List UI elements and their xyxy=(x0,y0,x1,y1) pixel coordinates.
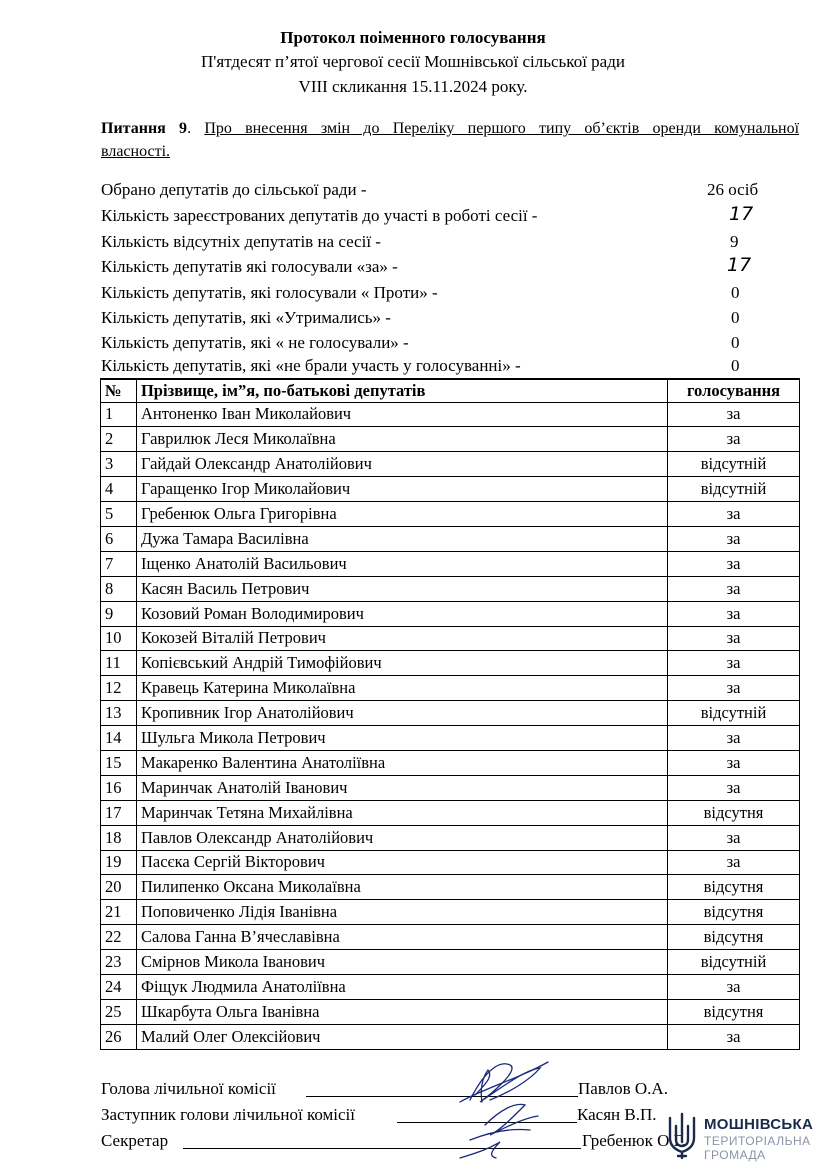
row-number: 12 xyxy=(101,676,137,701)
vote-result: за xyxy=(668,402,800,427)
header-number: № xyxy=(101,379,137,402)
stat-label: Кількість депутатів, які «Утримались» - xyxy=(101,308,391,327)
table-row xyxy=(101,551,800,576)
vote-result: за xyxy=(668,676,800,701)
table-row xyxy=(101,576,800,601)
question-text-line1: Про внесення змін до Переліку першого типу об’єктів оренди комунальної xyxy=(204,120,800,137)
deputy-name: Маринчак Анатолій Іванович xyxy=(136,775,667,800)
deputy-name: Кропивник Ігор Анатолійович xyxy=(136,701,667,726)
stat-value: 0 xyxy=(731,333,740,352)
row-number: 4 xyxy=(101,477,137,502)
vote-result: за xyxy=(668,974,800,999)
vote-result: відсутня xyxy=(668,925,800,950)
vote-result: за xyxy=(668,651,800,676)
vote-result: за xyxy=(668,551,800,576)
row-number: 24 xyxy=(101,974,137,999)
row-number: 21 xyxy=(101,900,137,925)
stat-label: Обрано депутатів до сільської ради - xyxy=(101,180,367,199)
protocol-title: Протокол поіменного голосування xyxy=(280,28,546,47)
stat-value: 26 осіб xyxy=(707,180,759,199)
row-number: 18 xyxy=(101,825,137,850)
stat-value: 0 xyxy=(731,283,740,302)
vote-result: за xyxy=(668,576,800,601)
row-number: 9 xyxy=(101,601,137,626)
signature-name: Касян В.П. xyxy=(577,1105,657,1124)
stat-label: Кількість зареєстрованих депутатів до участі в роботі сесії - xyxy=(101,206,538,225)
table-row xyxy=(101,427,800,452)
vote-result: за xyxy=(668,726,800,751)
deputy-name: Козовий Роман Володимирович xyxy=(136,601,667,626)
row-number: 14 xyxy=(101,726,137,751)
signature-name: Павлов О.А. xyxy=(578,1079,668,1098)
table-row xyxy=(101,402,800,427)
deputy-name: Гаращенко Ігор Миколайович xyxy=(136,477,667,502)
row-number: 3 xyxy=(101,452,137,477)
table-row xyxy=(101,477,800,502)
deputy-name: Кравець Катерина Миколаївна xyxy=(136,676,667,701)
row-number: 7 xyxy=(101,551,137,576)
table-row xyxy=(101,452,800,477)
table-row xyxy=(101,750,800,775)
row-number: 2 xyxy=(101,427,137,452)
logo-text-line1: МОШНІВСЬКА xyxy=(704,1116,814,1133)
table-row xyxy=(101,850,800,875)
deputy-name: Гайдай Олександр Анатолійович xyxy=(136,452,667,477)
signature-name: Гребенюк О.Г. xyxy=(582,1131,686,1150)
signature-role: Секретар xyxy=(101,1131,169,1150)
vote-result: відсутня xyxy=(668,900,800,925)
stat-label: Кількість депутатів, які « не голосували» - xyxy=(101,333,409,352)
row-number: 6 xyxy=(101,526,137,551)
deputy-name: Касян Василь Петрович xyxy=(136,576,667,601)
deputy-name: Кокозей Віталій Петрович xyxy=(136,626,667,651)
signature-role: Заступник голови лічильної комісії xyxy=(101,1105,356,1124)
vote-result: за xyxy=(668,850,800,875)
table-row xyxy=(101,900,800,925)
stat-label: Кількість депутатів які голосували «за» - xyxy=(101,257,398,276)
table-row xyxy=(101,950,800,975)
row-number: 19 xyxy=(101,850,137,875)
handwritten-signature xyxy=(430,1040,560,1165)
question-label: Питання 9 xyxy=(101,120,188,137)
row-number: 17 xyxy=(101,800,137,825)
row-number: 11 xyxy=(101,651,137,676)
table-row xyxy=(101,775,800,800)
vote-result: за xyxy=(668,825,800,850)
row-number: 26 xyxy=(101,1024,137,1049)
deputy-name: Смірнов Микола Іванович xyxy=(136,950,667,975)
row-number: 20 xyxy=(101,875,137,900)
vote-result: відсутня xyxy=(668,999,800,1024)
deputy-name: Салова Ганна В’ячеславівна xyxy=(136,925,667,950)
table-row xyxy=(101,676,800,701)
table-row xyxy=(101,651,800,676)
deputy-name: Копієвський Андрій Тимофійович xyxy=(136,651,667,676)
header-vote: голосування xyxy=(668,379,800,402)
table-row xyxy=(101,601,800,626)
stat-value-handwritten: 17 xyxy=(729,203,754,225)
deputy-name: Павлов Олександр Анатолійович xyxy=(136,825,667,850)
table-row xyxy=(101,925,800,950)
header-name: Прізвище, ім”я, по-батькові депутатів xyxy=(136,379,667,402)
vote-result: за xyxy=(668,626,800,651)
table-row xyxy=(101,526,800,551)
table-row xyxy=(101,626,800,651)
vote-result: за xyxy=(668,1024,800,1049)
stat-value: 0 xyxy=(731,356,740,375)
row-number: 10 xyxy=(101,626,137,651)
question-text-line2: власності. xyxy=(101,143,171,160)
deputy-name: Шульга Микола Петрович xyxy=(136,726,667,751)
community-logo xyxy=(666,1112,816,1164)
table-row xyxy=(101,875,800,900)
table-row xyxy=(101,502,800,527)
voting-table xyxy=(100,378,800,1050)
deputy-name: Гребенюк Ольга Григорівна xyxy=(136,502,667,527)
deputy-name: Поповиченко Лідія Іванівна xyxy=(136,900,667,925)
vote-result: за xyxy=(668,775,800,800)
deputy-name: Пасєка Сергій Вікторович xyxy=(136,850,667,875)
deputy-name: Іщенко Анатолій Васильович xyxy=(136,551,667,576)
table-row xyxy=(101,726,800,751)
vote-result: відсутній xyxy=(668,452,800,477)
table-row xyxy=(101,825,800,850)
vote-result: відсутній xyxy=(668,701,800,726)
stat-label: Кількість депутатів, які «не брали участь у голосуванні» - xyxy=(101,356,521,375)
trident-icon xyxy=(666,1112,698,1160)
deputy-name: Малий Олег Олексійович xyxy=(136,1024,667,1049)
vote-result: відсутній xyxy=(668,477,800,502)
row-number: 25 xyxy=(101,999,137,1024)
stat-value: 0 xyxy=(731,308,740,327)
session-line: П'ятдесят п’ятої чергової сесії Мошнівської сільської ради xyxy=(201,52,625,71)
row-number: 16 xyxy=(101,775,137,800)
table-row xyxy=(101,974,800,999)
table-row xyxy=(101,999,800,1024)
row-number: 1 xyxy=(101,402,137,427)
table-header-row xyxy=(101,379,800,402)
logo-text-line3: ГРОМАДА xyxy=(704,1148,766,1162)
row-number: 23 xyxy=(101,950,137,975)
agenda-question: Питання 9. Про внесення змін до Переліку першого типу об’єктів оренди комунальної власності. xyxy=(101,117,799,163)
row-number: 15 xyxy=(101,750,137,775)
vote-result: за xyxy=(668,526,800,551)
stat-label: Кількість депутатів, які голосували « Проти» - xyxy=(101,283,438,302)
vote-result: за xyxy=(668,427,800,452)
table-row xyxy=(101,701,800,726)
deputy-name: Шкарбута Ольга Іванівна xyxy=(136,999,667,1024)
stat-value-handwritten: 17 xyxy=(727,254,752,276)
deputy-name: Маринчак Тетяна Михайлівна xyxy=(136,800,667,825)
deputy-name: Дужа Тамара Василівна xyxy=(136,526,667,551)
row-number: 8 xyxy=(101,576,137,601)
vote-result: відсутня xyxy=(668,875,800,900)
deputy-name: Фіщук Людмила Анатоліївна xyxy=(136,974,667,999)
vote-result: відсутня xyxy=(668,800,800,825)
vote-result: за xyxy=(668,750,800,775)
logo-text-line2: ТЕРИТОРІАЛЬНА xyxy=(704,1134,811,1148)
deputy-name: Антоненко Іван Миколайович xyxy=(136,402,667,427)
deputy-name: Гаврилюк Леся Миколаївна xyxy=(136,427,667,452)
deputy-name: Макаренко Валентина Анатоліївна xyxy=(136,750,667,775)
convocation-line: VIII скликання 15.11.2024 року. xyxy=(298,77,528,96)
stat-value: 9 xyxy=(730,232,739,251)
row-number: 13 xyxy=(101,701,137,726)
vote-result: за xyxy=(668,601,800,626)
stat-label: Кількість відсутніх депутатів на сесії - xyxy=(101,232,381,251)
row-number: 22 xyxy=(101,925,137,950)
vote-result: відсутній xyxy=(668,950,800,975)
deputy-name: Пилипенко Оксана Миколаївна xyxy=(136,875,667,900)
row-number: 5 xyxy=(101,502,137,527)
signature-role: Голова лічильної комісії xyxy=(101,1079,276,1098)
vote-result: за xyxy=(668,502,800,527)
table-row xyxy=(101,800,800,825)
